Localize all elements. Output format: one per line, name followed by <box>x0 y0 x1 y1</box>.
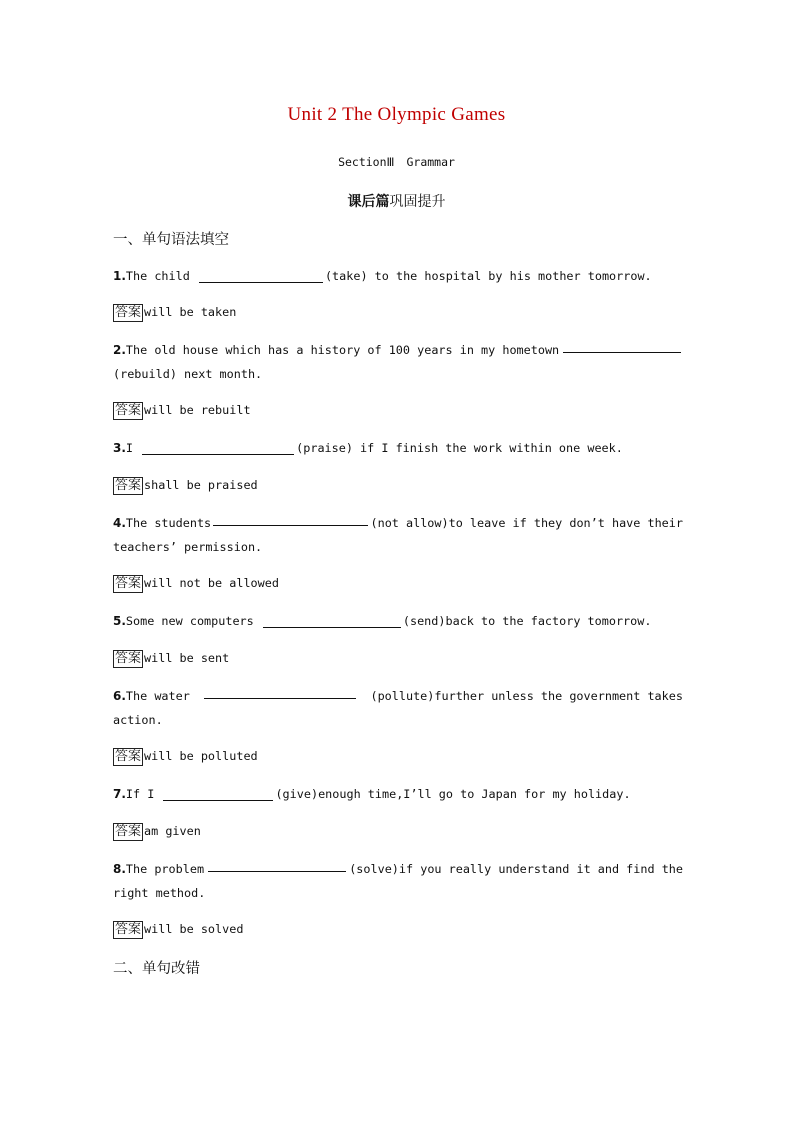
question-text: (solve)if you really understand it and find the <box>349 862 683 876</box>
question-number: 6. <box>113 689 126 703</box>
section-name: Grammar <box>406 155 455 169</box>
question-4 <box>113 511 683 559</box>
answer-text: will be sent <box>144 651 230 665</box>
answer-label: 答案 <box>115 922 142 937</box>
practice-heading <box>0 191 793 211</box>
question-6 <box>113 684 683 732</box>
question-line <box>113 684 683 708</box>
answer-text: shall be praised <box>144 478 258 492</box>
question-text: If I <box>125 787 155 801</box>
answer-text: am given <box>144 824 201 838</box>
question-7 <box>113 782 683 806</box>
answer-blank <box>563 338 681 353</box>
answer-label: 答案 <box>115 824 142 839</box>
answer-8 <box>113 920 243 939</box>
section-number: SectionⅢ <box>338 155 395 169</box>
question-text: Some new computers <box>125 614 254 628</box>
answer-blank <box>142 440 294 455</box>
answer-blank <box>199 268 323 283</box>
question-line <box>113 857 683 881</box>
part-heading-fill-blank: 一、单句语法填空 <box>113 232 229 248</box>
question-number: 8. <box>113 862 126 876</box>
question-text: (pollute)further unless the government takes <box>370 689 683 703</box>
question-5 <box>113 609 683 633</box>
answer-label: 答案 <box>115 478 142 493</box>
question-text: I <box>125 441 134 455</box>
question-1 <box>113 264 683 288</box>
answer-1 <box>113 303 236 322</box>
question-2 <box>113 338 683 386</box>
answer-4 <box>113 574 279 593</box>
practice-heading-bold: 课后篇 <box>347 194 390 210</box>
question-8 <box>113 857 683 905</box>
question-number: 2. <box>113 343 126 357</box>
part-heading-error-correction: 二、单句改错 <box>113 961 200 977</box>
question-text: (take) to the hospital by his mother tomorrow. <box>324 269 652 283</box>
answer-6 <box>113 747 258 766</box>
answer-label: 答案 <box>115 305 142 320</box>
question-text: teachers’ permission. <box>113 540 263 554</box>
question-text: (not allow)to leave if they don’t have their <box>370 516 683 530</box>
answer-3 <box>113 476 258 495</box>
question-number: 4. <box>113 516 126 530</box>
question-text: The problem <box>125 862 205 876</box>
question-number: 1. <box>113 269 126 283</box>
answer-text: will be rebuilt <box>144 403 251 417</box>
answer-7 <box>113 822 201 841</box>
question-text: The water <box>125 689 190 703</box>
question-text: (rebuild) next month. <box>113 367 263 381</box>
answer-label: 答案 <box>115 651 142 666</box>
question-line <box>113 511 683 535</box>
question-text: (praise) if I finish the work within one week. <box>296 441 623 455</box>
question-text: (send)back to the factory tomorrow. <box>402 614 652 628</box>
answer-text: will not be allowed <box>144 576 279 590</box>
answer-text: will be taken <box>144 305 237 319</box>
section-subtitle <box>0 155 793 169</box>
question-text: The old house which has a history of 100 years in my hometown <box>125 343 560 357</box>
practice-heading-rest: 巩固提升 <box>389 194 446 210</box>
answer-blank <box>213 511 368 526</box>
answer-5 <box>113 649 229 668</box>
answer-blank <box>204 684 356 699</box>
question-3 <box>113 436 683 460</box>
answer-label: 答案 <box>115 403 142 418</box>
question-line <box>113 338 683 362</box>
answer-2 <box>113 401 251 420</box>
question-number: 3. <box>113 441 126 455</box>
question-text: action. <box>113 713 163 727</box>
question-number: 7. <box>113 787 126 801</box>
question-text: (give)enough time,I’ll go to Japan for my holiday. <box>275 787 631 801</box>
question-text: right method. <box>113 886 206 900</box>
page-title: Unit 2 The Olympic Games <box>287 104 506 125</box>
question-text: The students <box>125 516 212 530</box>
answer-blank <box>163 786 273 801</box>
answer-blank <box>263 613 401 628</box>
question-number: 5. <box>113 614 126 628</box>
answer-blank <box>208 857 346 872</box>
answer-label: 答案 <box>115 749 142 764</box>
answer-label: 答案 <box>115 576 142 591</box>
answer-text: will be polluted <box>144 749 258 763</box>
answer-text: will be solved <box>144 922 244 936</box>
question-text: The child <box>125 269 190 283</box>
